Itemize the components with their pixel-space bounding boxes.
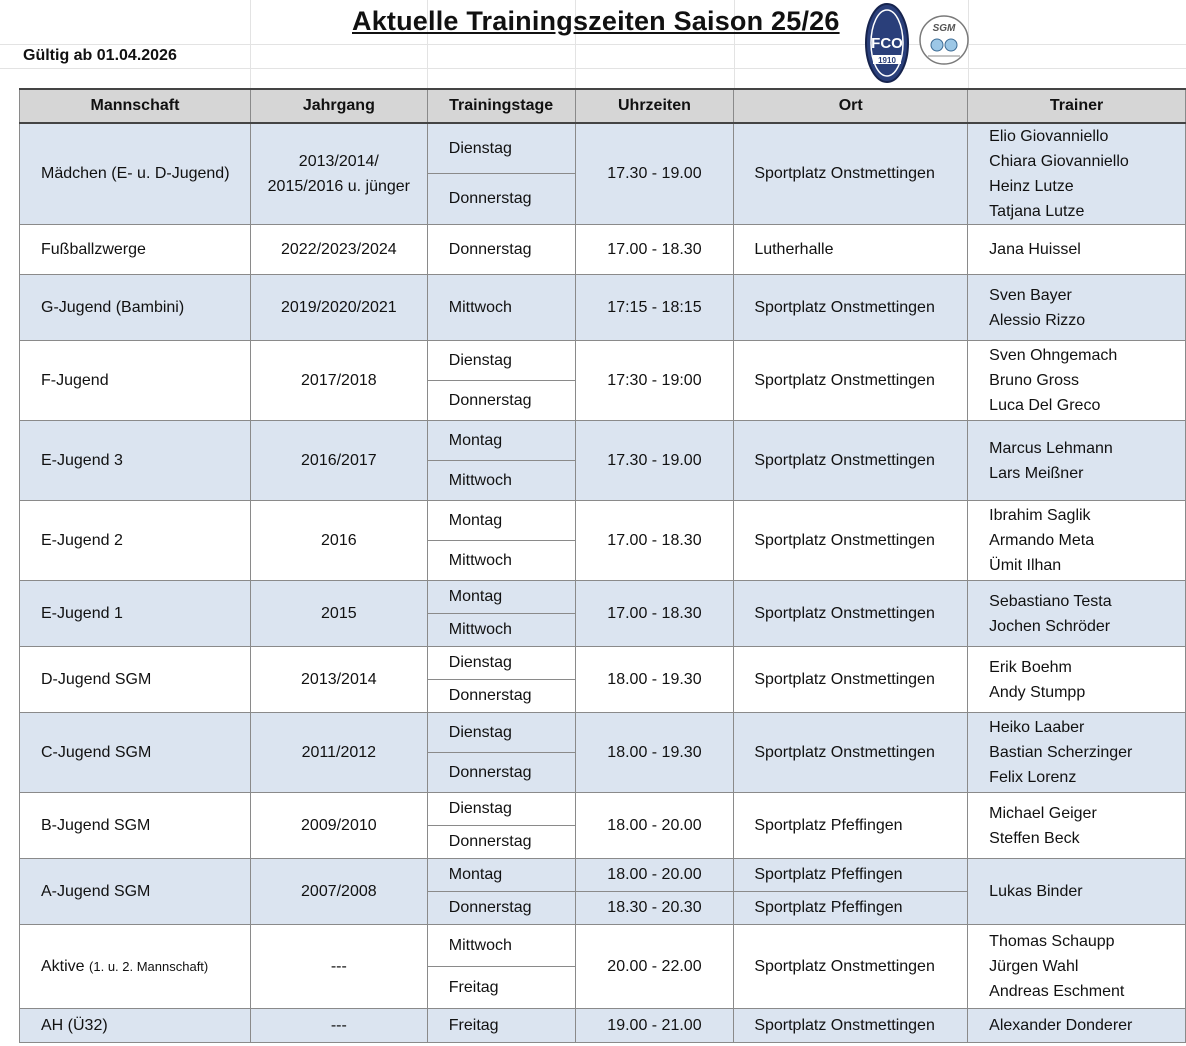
team-name: E-Jugend 2: [20, 501, 251, 581]
trainer-list: Lukas Binder: [968, 859, 1186, 925]
team-name: Aktive (1. u. 2. Mannschaft): [20, 925, 251, 1009]
column-header: Uhrzeiten: [575, 89, 734, 123]
training-place: Sportplatz Onstmettingen: [734, 123, 968, 225]
team-year: 2009/2010: [250, 793, 427, 859]
training-time: 17.00 - 18.30: [575, 501, 734, 581]
table-row: [20, 123, 1186, 174]
training-time: 17.30 - 19.00: [575, 421, 734, 501]
training-day: Dienstag: [427, 793, 575, 826]
trainer-list: Sebastiano Testa Jochen Schröder: [968, 581, 1186, 647]
training-day: Donnerstag: [427, 753, 575, 793]
training-place: Sportplatz Onstmettingen: [734, 341, 968, 421]
training-day: Freitag: [427, 967, 575, 1009]
table-row: [20, 501, 1186, 541]
training-day: Montag: [427, 501, 575, 541]
training-place: Sportplatz Onstmettingen: [734, 647, 968, 713]
trainer-list: Erik Boehm Andy Stumpp: [968, 647, 1186, 713]
training-time: 18.00 - 19.30: [575, 713, 734, 793]
training-day: Mittwoch: [427, 925, 575, 967]
team-name: Mädchen (E- u. D-Jugend): [20, 123, 251, 225]
training-place: Sportplatz Onstmettingen: [734, 421, 968, 501]
training-day: Dienstag: [427, 341, 575, 381]
training-day: Donnerstag: [427, 826, 575, 859]
training-day: Donnerstag: [427, 680, 575, 713]
trainer-list: Thomas Schaupp Jürgen Wahl Andreas Eschment: [968, 925, 1186, 1009]
training-day: Mittwoch: [427, 461, 575, 501]
training-time: 17.00 - 18.30: [575, 581, 734, 647]
training-place: Sportplatz Pfeffingen: [734, 793, 968, 859]
training-place: Sportplatz Onstmettingen: [734, 501, 968, 581]
team-year: 2013/2014/ 2015/2016 u. jünger: [250, 123, 427, 225]
team-year: 2015: [250, 581, 427, 647]
training-day: Dienstag: [427, 647, 575, 680]
column-header: Mannschaft: [20, 89, 251, 123]
trainer-list: Sven Bayer Alessio Rizzo: [968, 275, 1186, 341]
table-row: [20, 925, 1186, 967]
team-name: B-Jugend SGM: [20, 793, 251, 859]
trainer-list: Marcus Lehmann Lars Meißner: [968, 421, 1186, 501]
training-time: 18.00 - 20.00: [575, 859, 734, 892]
team-name: G-Jugend (Bambini): [20, 275, 251, 341]
training-time: 20.00 - 22.00: [575, 925, 734, 1009]
training-day: Montag: [427, 859, 575, 892]
table-row: [20, 421, 1186, 461]
training-schedule-table: [19, 88, 1186, 1043]
fco-logo-text: FCO: [871, 35, 903, 52]
training-time: 18.00 - 20.00: [575, 793, 734, 859]
table-header-row: [20, 89, 1186, 123]
team-year: 2007/2008: [250, 859, 427, 925]
team-year: ---: [250, 1009, 427, 1043]
table-row: [20, 859, 1186, 892]
table-row: [20, 647, 1186, 680]
training-day: Donnerstag: [427, 381, 575, 421]
trainer-list: Ibrahim Saglik Armando Meta Ümit Ilhan: [968, 501, 1186, 581]
team-name: AH (Ü32): [20, 1009, 251, 1043]
table-row: [20, 275, 1186, 341]
column-header: Trainingstage: [427, 89, 575, 123]
team-name: D-Jugend SGM: [20, 647, 251, 713]
team-year: 2013/2014: [250, 647, 427, 713]
training-time: 18.30 - 20.30: [575, 892, 734, 925]
training-time: 17:30 - 19:00: [575, 341, 734, 421]
team-name: F-Jugend: [20, 341, 251, 421]
training-day: Donnerstag: [427, 174, 575, 225]
team-name: E-Jugend 3: [20, 421, 251, 501]
table-row: [20, 1009, 1186, 1043]
training-day: Donnerstag: [427, 225, 575, 275]
fco-logo-year: 1910: [878, 56, 896, 65]
table-row: [20, 225, 1186, 275]
training-time: 19.00 - 21.00: [575, 1009, 734, 1043]
trainer-list: Elio Giovanniello Chiara Giovanniello Heinz Lutze Tatjana Lutze: [968, 123, 1186, 225]
training-place: Sportplatz Pfeffingen: [734, 892, 968, 925]
training-place: Sportplatz Onstmettingen: [734, 1009, 968, 1043]
trainer-list: Jana Huissel: [968, 225, 1186, 275]
team-year: ---: [250, 925, 427, 1009]
training-place: Sportplatz Onstmettingen: [734, 581, 968, 647]
training-day: Freitag: [427, 1009, 575, 1043]
training-day: Donnerstag: [427, 892, 575, 925]
column-header: Ort: [734, 89, 968, 123]
trainer-list: Alexander Donderer: [968, 1009, 1186, 1043]
training-time: 18.00 - 19.30: [575, 647, 734, 713]
table-row: [20, 713, 1186, 753]
training-place: Sportplatz Onstmettingen: [734, 925, 968, 1009]
valid-from-date: Gültig ab 01.04.2026: [23, 47, 177, 64]
training-day: Mittwoch: [427, 275, 575, 341]
team-name: Fußballzwerge: [20, 225, 251, 275]
column-header: Trainer: [968, 89, 1186, 123]
training-place: Sportplatz Onstmettingen: [734, 713, 968, 793]
page-title: Aktuelle Trainingszeiten Saison 25/26: [352, 6, 840, 36]
fco-club-logo: [864, 2, 910, 84]
team-year: 2016/2017: [250, 421, 427, 501]
training-time: 17:15 - 18:15: [575, 275, 734, 341]
table-row: [20, 581, 1186, 614]
training-day: Dienstag: [427, 713, 575, 753]
team-year: 2016: [250, 501, 427, 581]
trainer-list: Sven Ohngemach Bruno Gross Luca Del Greco: [968, 341, 1186, 421]
sgm-logo-text: SGM: [932, 23, 956, 34]
training-day: Mittwoch: [427, 541, 575, 581]
team-name: A-Jugend SGM: [20, 859, 251, 925]
team-year: 2022/2023/2024: [250, 225, 427, 275]
team-name: C-Jugend SGM: [20, 713, 251, 793]
team-year: 2017/2018: [250, 341, 427, 421]
training-day: Montag: [427, 421, 575, 461]
sgm-club-logo: [918, 14, 970, 66]
team-name: E-Jugend 1: [20, 581, 251, 647]
team-year: 2011/2012: [250, 713, 427, 793]
training-day: Montag: [427, 581, 575, 614]
training-place: Sportplatz Onstmettingen: [734, 275, 968, 341]
team-year: 2019/2020/2021: [250, 275, 427, 341]
training-time: 17.30 - 19.00: [575, 123, 734, 225]
table-row: [20, 793, 1186, 826]
training-day: Mittwoch: [427, 614, 575, 647]
table-row: [20, 341, 1186, 381]
column-header: Jahrgang: [250, 89, 427, 123]
training-day: Dienstag: [427, 123, 575, 174]
training-time: 17.00 - 18.30: [575, 225, 734, 275]
trainer-list: Heiko Laaber Bastian Scherzinger Felix Lorenz: [968, 713, 1186, 793]
trainer-list: Michael Geiger Steffen Beck: [968, 793, 1186, 859]
training-place: Sportplatz Pfeffingen: [734, 859, 968, 892]
training-place: Lutherhalle: [734, 225, 968, 275]
